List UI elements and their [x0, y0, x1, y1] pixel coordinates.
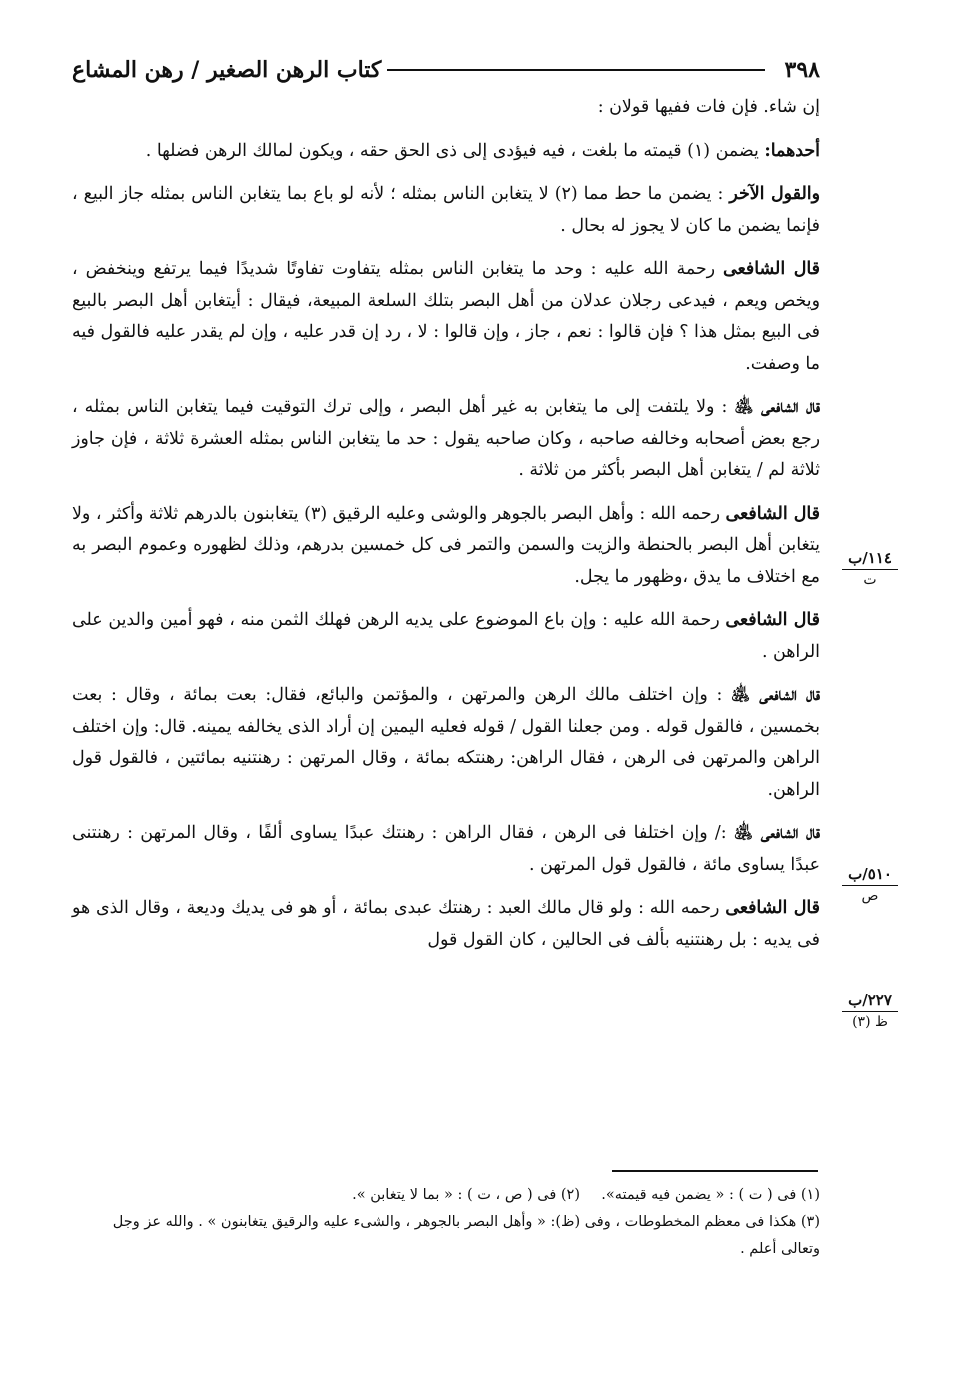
page-number: ٣٩٨ [784, 57, 820, 83]
footnote-1: (١) فى ( ت ) : « يضمن فيه قيمته». [601, 1187, 820, 1203]
paragraph-lead: قال الشافعى [725, 503, 820, 524]
paragraph-text: رحمه الله : وأهل البصر بالجوهر والوشى وعليه الرقيق (٣) يتغابنون بالدرهم ثلاثة وأكثر ، ولا يتغابن أهل البصر بالحنطة والزيت والسمن والتمر فى كل خمسين بدرهم، وذلك لظهوره وعموم البصر به مع اختلاف ما يدق ،وظهور ما يجل. [72, 503, 820, 587]
paragraph-text: :/ وإن اختلفا فى الرهن ، فقال الراهن : رهنتك عبدًا يساوى ألفًا ، وقال المرتهن : رهنتنى عبدًا يساوى مائة ، فالقول قول المرتهن . [72, 823, 820, 875]
footnotes [72, 1182, 820, 1263]
footnote-3: (٣) هكذا فى معظم المخطوطات ، وفى (ظ): « وأهل البصر بالجوهر ، والشىء عليه والرقيق يتغابنون » . والله عز وجل وتعالى أعلم . [112, 1214, 820, 1257]
paragraph [72, 499, 820, 594]
paragraph-lead: قال الشافعى ﵁ [731, 685, 820, 705]
paragraph-lead: قال الشافعى [723, 259, 820, 279]
manuscript-siglum: ظ (٣) [852, 1014, 888, 1030]
header-rule [387, 69, 764, 71]
footnote-row [72, 1182, 820, 1209]
paragraph [72, 254, 820, 380]
paragraph [72, 680, 820, 806]
paragraph-lead: والقول الآخر [729, 184, 820, 204]
paragraph-lead: قال الشافعى [725, 610, 820, 630]
manuscript-folio-marker [842, 864, 898, 906]
paragraph-lead: قال الشافعى ﵁ [734, 397, 820, 417]
paragraph [72, 92, 820, 124]
folio-number: ١١٤/ب [842, 548, 898, 570]
folio-number: ٢٢٧/ب [842, 990, 898, 1012]
paragraph [72, 818, 820, 881]
paragraph [72, 392, 820, 487]
paragraph-text: إن شاء. فإن فات ففيها قولان : [597, 97, 820, 117]
paragraph-text: : يضمن ما حط مما (٢) لا يتغابن الناس بمثله ؛ لأنه لو باع بما يتغابن الناس بمثله جاز البيع ، فإنما يضمن ما كان لا يجوز له بحال . [72, 184, 820, 236]
paragraph [72, 605, 820, 668]
paragraph [72, 136, 820, 168]
paragraph-text: رحمة الله عليه : وإن باع الموضوع على يديه الرهن فهلك الثمن منه ، فهو أمين والدين على الراهن . [72, 610, 820, 662]
manuscript-siglum: ص [861, 888, 879, 904]
manuscript-siglum: ت [863, 572, 877, 588]
paragraph [72, 179, 820, 242]
main-text [72, 92, 820, 968]
paragraph-lead: قال الشافعى ﵁ [733, 823, 820, 843]
paragraph-text: : ولا يلتفت إلى ما يتغابن به غير أهل البصر ، وإلى ترك التوقيت فيما يتغابن الناس بمثله ، رجع بعض أصحابه وخالفه صاحبه ، وكان صاحبه يقول : حد ما يتغابن الناس بمثله العشرة ثلاثة ، فإن جاوز ثلاثة لم / يتغابن أهل البصر بأكثر من ثلاثة . [72, 397, 820, 480]
paragraph-lead: أحدهما: [764, 140, 820, 161]
running-title: كتاب الرهن الصغير / رهن المشاع [72, 57, 382, 83]
paragraph-text: : وإن اختلف مالك الرهن والمرتهن ، والمؤتمن والبائع، فقال: بعت بمائة ، وقال : بعت بخمسين ، فالقول قوله . ومن جعلنا القول / قوله فعليه اليمين إن أراد الذى يخالفه يمينه. قال: وإن اختلف الراهن والمرتهن فى الرهن ، فقال الراهن: رهنتكه بمائة ، وقال المرتهن : رهنتنيه بمائتين ، فالقول قول الراهن. [72, 685, 820, 800]
paragraph-text: يضمن (١) قيمته ما بلغت ، فيه فيؤدى إلى ذى الحق حقه ، ويكون لمالك الرهن فضلها . [145, 140, 765, 161]
paragraph-lead: قال الشافعى [725, 898, 820, 918]
manuscript-folio-marker [842, 548, 898, 590]
paragraph-text: رحمه الله : ولو قال مالك العبد : رهنتك عبدى بمائة ، أو هو فى يديك وديعة ، وقال الذى هو فى يديه : بل رهنتنيه بألف فى الحالين ، كان القول قول [72, 898, 820, 950]
folio-number: ٥١٠/ب [842, 864, 898, 886]
paragraph-text: رحمة الله عليه : وحد ما يتغابن الناس بمثله يتفاوت تفاوتًا شديدًا فيما يرتفع وينخفض ، ويخص ويعم ، فيدعى رجلان عدلان من أهل البصر بتلك السلعة المبيعة، فيقال : أيتغابن أهل البصر بالبيع فى البيع بمثل هذا ؟ فإن قالوا : نعم ، جاز ، وإن قالوا : لا ، رد إن قدر عليه ، وإن لم يقدر عليه فالقول فيه ما وصفت. [72, 259, 820, 374]
footnote-separator [612, 1170, 818, 1172]
page-header [72, 52, 820, 88]
manuscript-folio-marker [842, 990, 898, 1032]
paragraph [72, 893, 820, 956]
footnote-2: (٢) فى ( ص ، ت ) : « بما لا يتغابن ». [352, 1187, 580, 1203]
